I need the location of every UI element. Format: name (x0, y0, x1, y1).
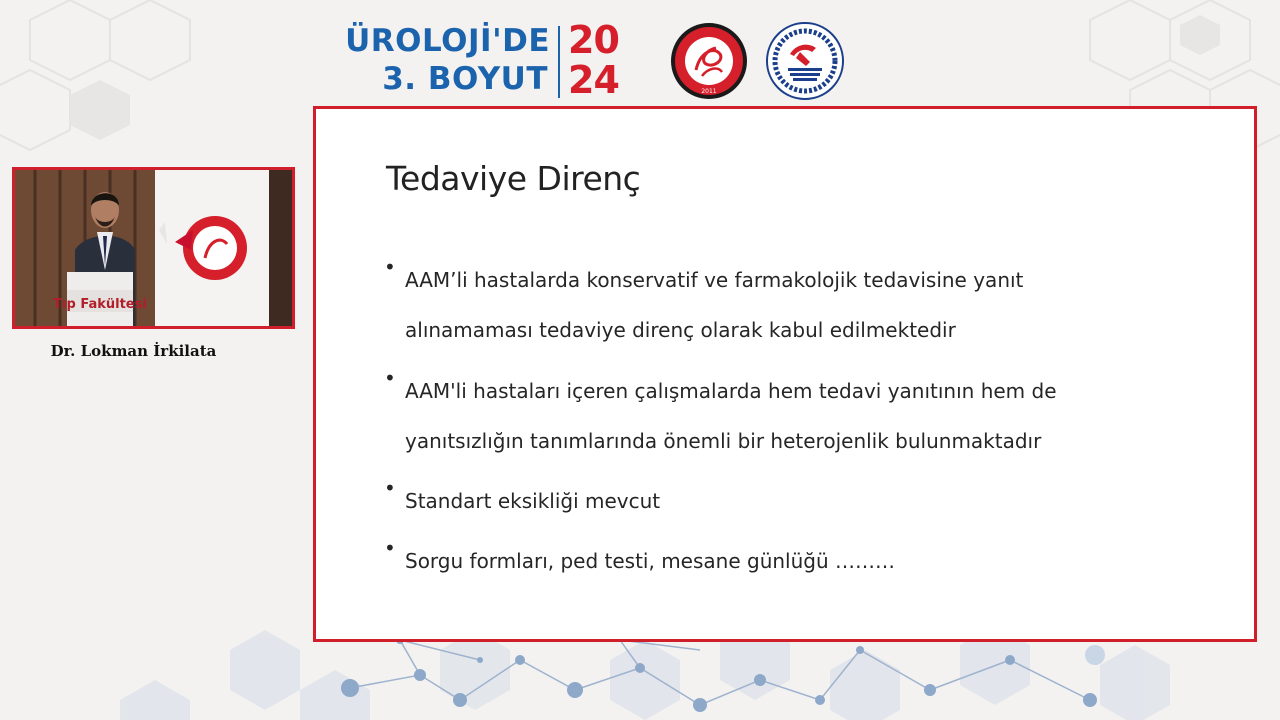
event-title-line2: 3. BOYUT (382, 61, 548, 97)
bullet-line: alınamaması tedaviye direnç olarak kabul edilmektedir (405, 318, 956, 342)
bullet-line: • AAM'li hastaları içeren çalışmalarda hem tedavi yanıtının hem de (405, 379, 1057, 403)
event-year-bottom: 24 (568, 58, 619, 102)
slide-bullet-list (384, 255, 1204, 586)
bullet-item (384, 536, 1204, 586)
event-year-top: 20 (568, 18, 619, 62)
bullet-line: • Sorgu formları, ped testi, mesane günlüğü ……… (405, 549, 896, 573)
bullet-line: • AAM’li hastalarda konservatif ve farmakolojik tedavisine yanıt (405, 268, 1024, 292)
podium-label: Tıp Fakültesi (53, 297, 147, 312)
presentation-slide (313, 106, 1257, 642)
slide-title: Tedaviye Direnç (386, 159, 641, 198)
speaker-video (12, 167, 295, 329)
bullet-item (384, 255, 1204, 355)
event-title (300, 22, 550, 98)
logo-mid-year: 2011 (701, 88, 717, 95)
bullet-line: • Standart eksikliği mevcut (405, 489, 661, 513)
bullet-item (384, 366, 1204, 466)
event-year (568, 20, 619, 100)
ondokuz-mayis-universitesi-logo (766, 22, 844, 100)
speaker-video-scene (15, 170, 292, 326)
minimal-invaziv-uroloji-dernegi-logo (670, 22, 748, 100)
bullet-item (384, 476, 1204, 526)
title-divider (558, 26, 560, 98)
bullet-line: yanıtsızlığın tanımlarında önemli bir heterojenlik bulunmaktadır (405, 429, 1042, 453)
event-title-line1: ÜROLOJİ'DE (345, 23, 550, 59)
speaker-name: Dr. Lokman İrkilata (50, 342, 217, 360)
